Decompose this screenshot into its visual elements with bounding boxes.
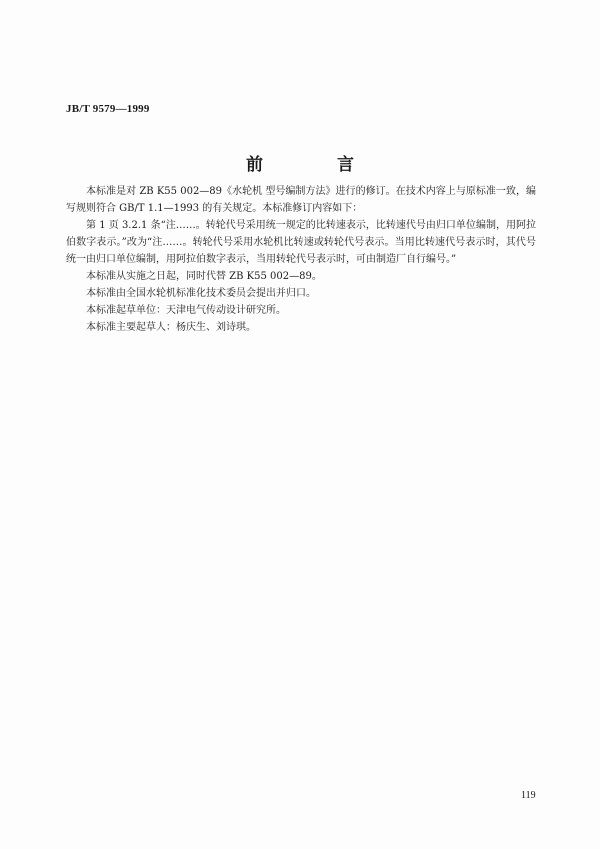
paragraph-revision-content: 第 1 页 3.2.1 条“注……。转轮代号采用统一规定的比转速表示，比转速代号由归口单位编制，用阿拉伯数字表示。”改为“注……。转轮代号采用水轮机比转速或转轮代号表示。当用比转速代号表示时，其代号统一由归口单位编制，用阿拉伯数字表示，当用转轮代号表示时，可由制造厂自行编号。” [66,220,536,265]
page-number: 119 [521,790,536,801]
paragraph-revision-basis: 本标准是对 ZB K55 002—89《水轮机 型号编制方法》进行的修订。在技术内容上与原标准一致，编写规则符合 GB/T 1.1—1993 的有关规定。本标准修订内容如下： [66,186,536,214]
paragraph-replacement: 本标准从实施之日起，同时代替 ZB K55 002—89。 [86,271,322,282]
standard-number: JB/T 9579—1999 [66,103,150,115]
foreword-body [66,183,536,336]
paragraph-proposer: 本标准由全国水轮机标准化技术委员会提出并归口。 [86,288,316,299]
page-title: 前 言 [246,155,388,175]
paragraph-drafters: 本标准主要起草人：杨庆生、刘诗琪。 [86,322,256,333]
paragraph-drafting-unit: 本标准起草单位：天津电气传动设计研究所。 [86,305,286,316]
